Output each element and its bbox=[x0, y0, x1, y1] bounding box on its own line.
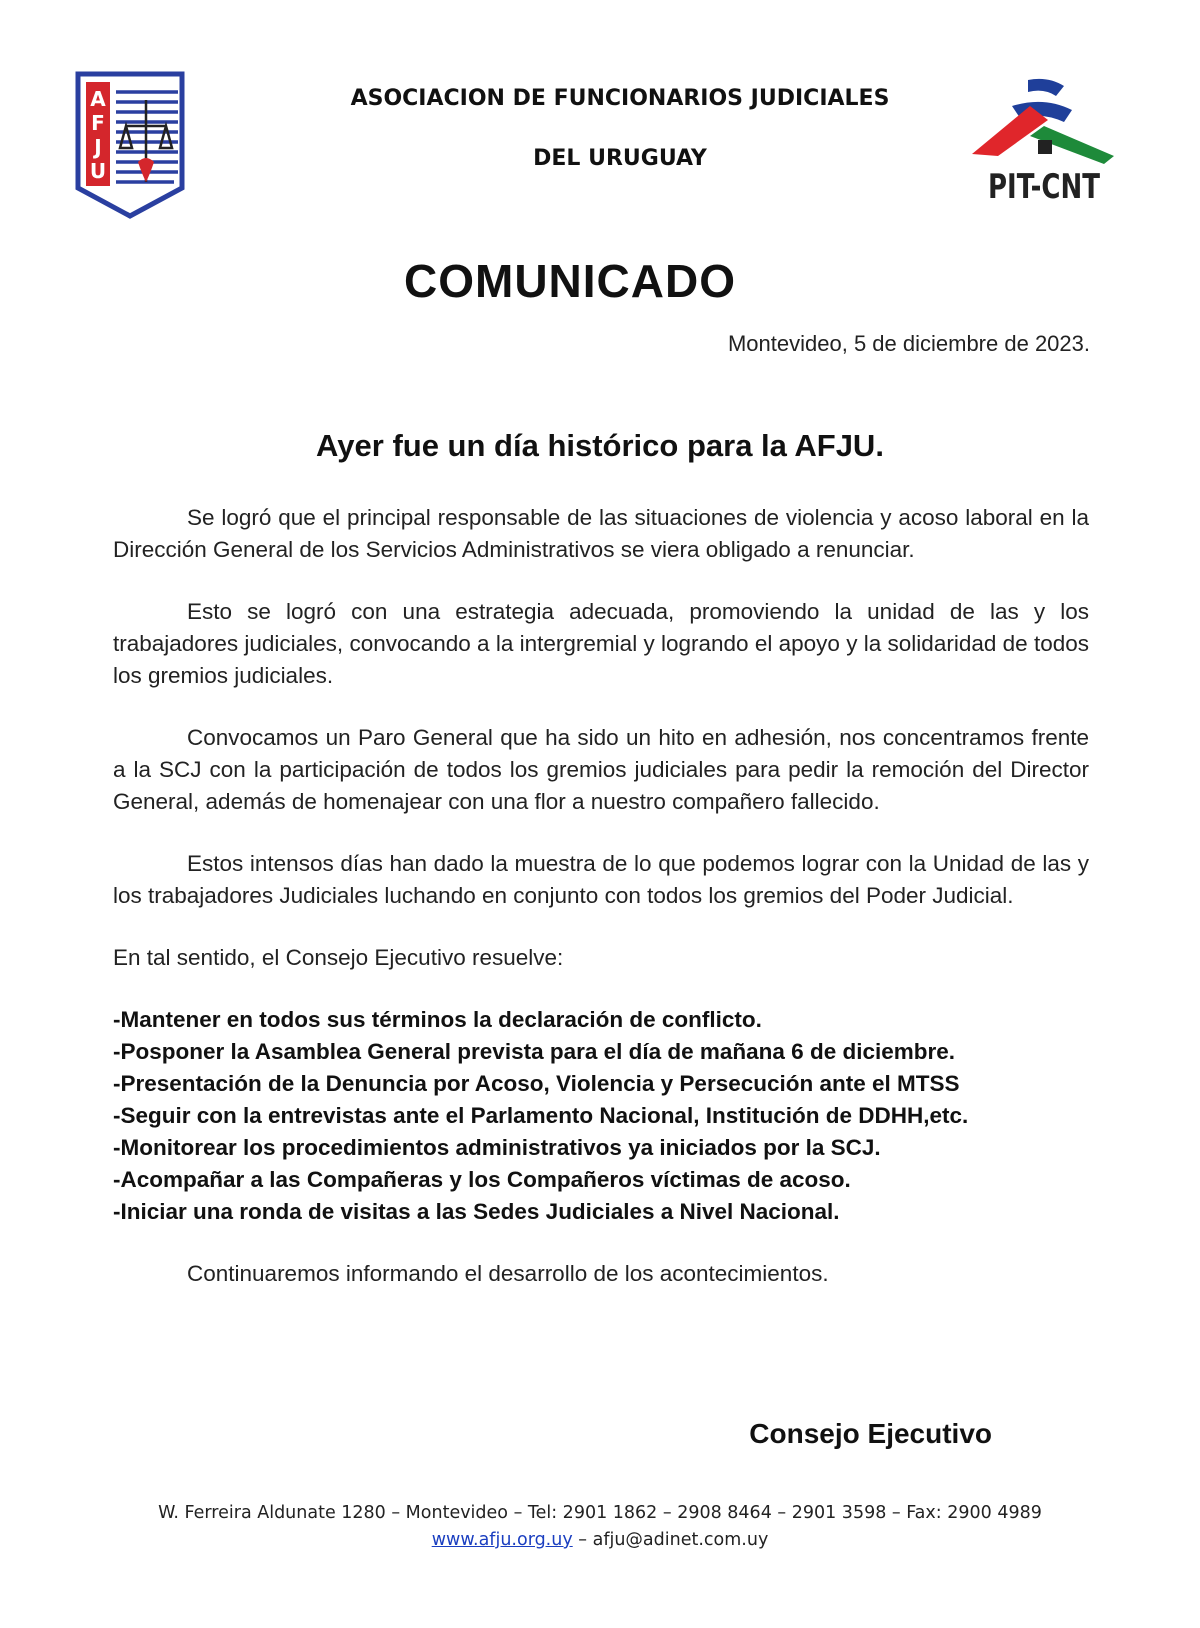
svg-text:F: F bbox=[91, 111, 105, 135]
svg-text:A: A bbox=[90, 87, 106, 111]
org-name-line1: ASOCIACION DE FUNCIONARIOS JUDICIALES bbox=[350, 86, 890, 111]
paragraph: Estos intensos días han dado la muestra de lo que podemos lograr con la Unidad de las y los trabajadores Judiciales luchando en conjunto con todos los gremios del Poder Judicial. bbox=[113, 851, 1089, 908]
resolution-intro: En tal sentido, el Consejo Ejecutivo resuelve: bbox=[113, 945, 564, 970]
footer-address: W. Ferreira Aldunate 1280 – Montevideo – Tel: 2901 1862 – 2908 8464 – 2901 3598 – Fax: 2900 4989 bbox=[158, 1503, 1042, 1523]
footer-contact bbox=[0, 1530, 1200, 1550]
resolution-item: -Presentación de la Denuncia por Acoso, Violencia y Persecución ante el MTSS bbox=[113, 1071, 960, 1096]
resolution-item: -Mantener en todos sus términos la declaración de conflicto. bbox=[113, 1007, 762, 1032]
closing-line: Continuaremos informando el desarrollo de los acontecimientos. bbox=[187, 1261, 829, 1286]
email-address[interactable]: afju@adinet.com.uy bbox=[592, 1530, 769, 1550]
signature: Consejo Ejecutivo bbox=[749, 1418, 992, 1449]
resolution-item: -Seguir con la entrevistas ante el Parlamento Nacional, Institución de DDHH,etc. bbox=[113, 1103, 969, 1128]
afju-logo bbox=[74, 70, 186, 220]
document-date: Montevideo, 5 de diciembre de 2023. bbox=[727, 331, 1090, 356]
paragraph: Convocamos un Paro General que ha sido un hito en adhesión, nos concentramos frente a la SCJ con la participación de todos los gremios judiciales para pedir la remoción del Director General, además de homenajear con una flor a nuestro compañero fallecido. bbox=[113, 725, 1089, 814]
svg-text:PIT-CNT: PIT-CNT bbox=[988, 167, 1101, 207]
document-body bbox=[113, 502, 1089, 1290]
resolution-item: -Acompañar a las Compañeras y los Compañeros víctimas de acoso. bbox=[113, 1167, 851, 1192]
document-subtitle: Ayer fue un día histórico para la AFJU. bbox=[316, 428, 884, 463]
resolution-list bbox=[113, 1004, 1089, 1228]
pit-cnt-logo bbox=[968, 76, 1118, 206]
svg-text:J: J bbox=[94, 135, 102, 159]
document-title: COMUNICADO bbox=[404, 255, 736, 307]
svg-text:U: U bbox=[89, 159, 107, 183]
paragraph: Se logró que el principal responsable de las situaciones de violencia y acoso laboral en la Dirección General de los Servicios Administrativos se viera obligado a renunciar. bbox=[113, 505, 1089, 562]
resolution-item: -Monitorear los procedimientos administrativos ya iniciados por la SCJ. bbox=[113, 1135, 881, 1160]
resolution-item: -Iniciar una ronda de visitas a las Sedes Judiciales a Nivel Nacional. bbox=[113, 1199, 840, 1224]
paragraph: Esto se logró con una estrategia adecuada, promoviendo la unidad de las y los trabajadores judiciales, convocando a la intergremial y logrando el apoyo y la solidaridad de todos los gremios judiciales. bbox=[113, 599, 1089, 688]
resolution-item: -Posponer la Asamblea General prevista para el día de mañana 6 de diciembre. bbox=[113, 1039, 956, 1064]
org-name-line2: DEL URUGUAY bbox=[533, 146, 707, 171]
footer-separator: – bbox=[572, 1530, 593, 1550]
website-link[interactable]: www.afju.org.uy bbox=[431, 1530, 573, 1550]
